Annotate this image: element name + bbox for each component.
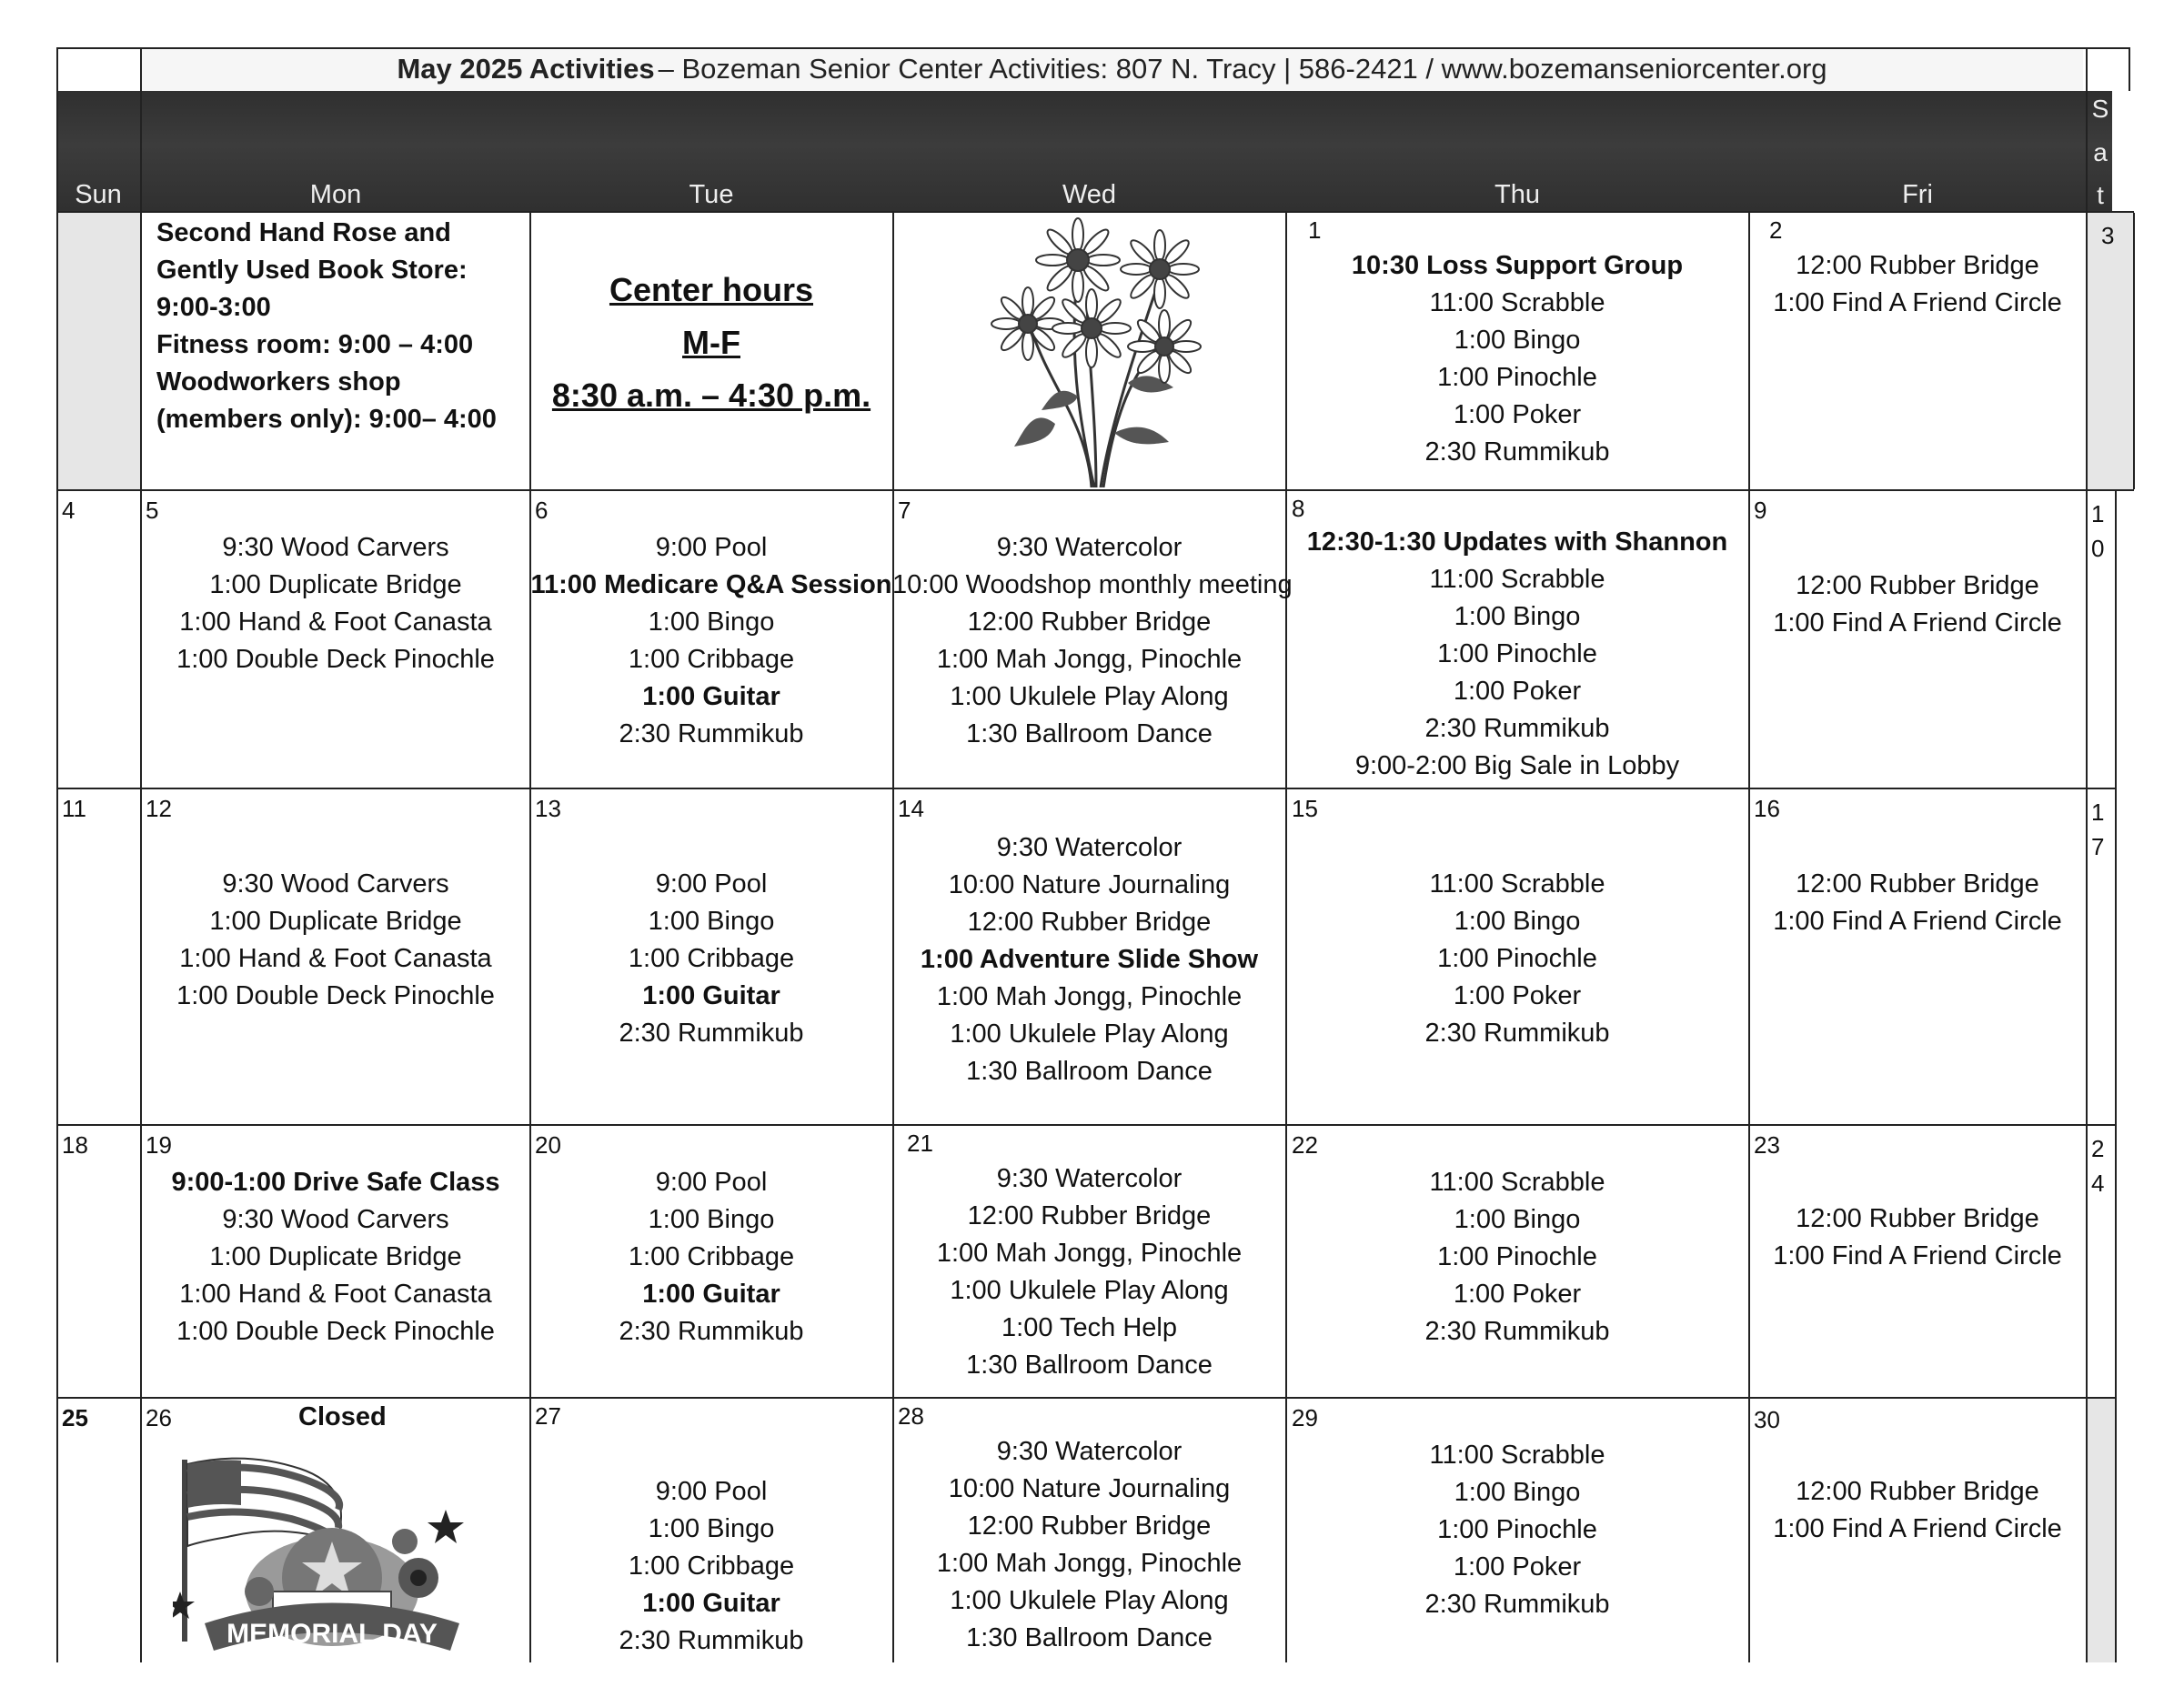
event: 1:30 Ballroom Dance [966,1057,1213,1086]
day-sun: Sun [75,180,122,209]
event: 1:00 Ukulele Play Along [950,682,1229,711]
center-info [156,215,497,438]
date-number: 15 [1292,795,1318,822]
event: 1:00 Adventure Slide Show [920,945,1259,974]
date-number: 26 [146,1404,172,1431]
event: 10:00 Woodshop monthly meeting [892,570,1293,599]
event: 9:30 Watercolor [996,1437,1183,1466]
events-may-8 [1286,524,1748,785]
empty-sun-cell [57,213,140,489]
date-number: 1 0 [2091,500,2105,562]
events-may-27 [530,1473,892,1660]
events-may-6 [530,529,892,753]
event: 9:00-2:00 Big Sale in Lobby [1354,751,1680,780]
day-sat-t: t [2097,181,2104,209]
events-may-20 [530,1164,892,1351]
sat-3-cell [2087,213,2134,489]
event: 1:00 Duplicate Bridge [209,907,462,936]
day-mon: Mon [309,180,362,209]
event: 1:00 Cribbage [628,1242,795,1271]
event: 1:00 Bingo [648,608,775,637]
event: 1:00 Bingo [1454,326,1581,355]
event: 2:30 Rummikub [619,1019,804,1048]
date-number: 18 [62,1131,88,1159]
date-number: 19 [146,1131,172,1159]
event: 2:30 Rummikub [1424,1019,1610,1048]
event: 1:00 Bingo [648,1514,775,1543]
event: 1:00 Find A Friend Circle [1773,1241,2062,1270]
event: 12:00 Rubber Bridge [967,1511,1212,1541]
event: 1:00 Pinochle [1437,1242,1597,1271]
date-number: 29 [1292,1404,1318,1431]
event: 12:00 Rubber Bridge [1796,869,2039,899]
event: 10:30 Loss Support Group [1351,251,1684,280]
event: 1:00 Find A Friend Circle [1773,907,2062,936]
event: 1:00 Poker [1453,981,1582,1010]
date-number: 27 [535,1402,561,1430]
event: 1:00 Poker [1453,1280,1582,1309]
event: 11:00 Scrabble [1429,869,1605,899]
event: 9:00 Pool [655,1477,768,1506]
date-number: 30 [1754,1406,1780,1433]
event: 1:00 Ukulele Play Along [950,1276,1229,1305]
event: 1:00 Mah Jongg, Pinochle [936,982,1243,1011]
events-may-14 [892,829,1286,1090]
date-number: 3 [2101,222,2115,249]
event: 1:00 Double Deck Pinochle [176,645,495,674]
event: 9:30 Wood Carvers [222,869,449,899]
events-may-2 [1748,247,2087,322]
date-number: 20 [535,1131,561,1159]
day-tue: Tue [689,180,734,209]
event: 12:00 Rubber Bridge [1796,1477,2039,1506]
hours-line: 8:30 a.m. – 4:30 p.m. [551,377,871,414]
event: 9:00 Pool [655,1168,768,1197]
event: 2:30 Rummikub [619,1626,804,1655]
event: 1:00 Double Deck Pinochle [176,1317,495,1346]
events-may-1 [1286,247,1748,471]
event: 12:00 Rubber Bridge [1796,1204,2039,1233]
date-number: 14 [898,795,924,822]
events-may-5 [141,529,530,678]
date-number: 7 [898,497,911,524]
event: 1:00 Cribbage [628,645,795,674]
day-fri: Fri [1902,180,1933,209]
info-line: (members only): 9:00– 4:00 [156,405,497,434]
event: 1:00 Cribbage [628,944,795,973]
memorial-day-text: MEMORIAL DAY [226,1619,438,1649]
events-may-29 [1286,1437,1748,1623]
events-may-30 [1748,1473,2087,1548]
event: 1:00 Find A Friend Circle [1773,1514,2062,1543]
event: 1:00 Bingo [648,907,775,936]
event: 1:00 Bingo [1454,602,1581,631]
event: 1:00 Find A Friend Circle [1773,608,2062,638]
event: 12:00 Rubber Bridge [1796,571,2039,600]
info-line: 9:00-3:00 [156,293,271,322]
event: 1:00 Tech Help [1001,1313,1177,1342]
event: 11:00 Scrabble [1429,288,1605,317]
event: 1:00 Pinochle [1437,363,1597,392]
event: 1:00 Hand & Foot Canasta [179,608,492,637]
date-number: 21 [907,1130,933,1157]
event: 1:00 Hand & Foot Canasta [179,1280,492,1309]
event: 9:00 Pool [655,869,768,899]
event: 1:00 Bingo [1454,1205,1581,1234]
date-number: 12 [146,795,172,822]
events-may-23 [1748,1200,2087,1275]
event: 1:00 Double Deck Pinochle [176,981,495,1010]
event: 9:00 Pool [655,533,768,562]
date-number: 4 [62,497,75,524]
events-may-9 [1748,567,2087,642]
event: 2:30 Rummikub [619,719,804,748]
event: 11:00 Scrabble [1429,565,1605,594]
event: 12:00 Rubber Bridge [967,608,1212,637]
day-sat-s: S [2091,95,2109,123]
center-hours [530,264,892,422]
events-may-22 [1286,1164,1748,1351]
event: 1:00 Guitar [642,1589,780,1618]
event: 9:30 Watercolor [996,1164,1183,1193]
events-may-28 [892,1433,1286,1657]
event: 9:00-1:00 Drive Safe Class [171,1168,500,1197]
event: 2:30 Rummikub [1424,714,1610,743]
event: 1:30 Ballroom Dance [966,1623,1213,1652]
event: 1:00 Hand & Foot Canasta [179,944,492,973]
event: 9:30 Wood Carvers [222,533,449,562]
event: 1:00 Ukulele Play Along [950,1586,1229,1615]
date-number: 11 [62,795,86,822]
date-number: 5 [146,497,159,524]
info-line: Gently Used Book Store: [156,256,468,285]
info-line: Second Hand Rose and [156,218,451,247]
event: 1:00 Duplicate Bridge [209,1242,462,1271]
event: 1:00 Pinochle [1437,639,1597,668]
event: 2:30 Rummikub [1424,1317,1610,1346]
flower-bouquet-icon [978,215,1223,487]
info-line: Woodworkers shop [156,367,401,397]
date-number: 22 [1292,1131,1318,1159]
event: 1:00 Bingo [648,1205,775,1234]
event: 1:00 Ukulele Play Along [950,1019,1229,1049]
date-number: 16 [1754,795,1780,822]
events-may-15 [1286,866,1748,1052]
event: 1:00 Poker [1453,677,1582,706]
event: 1:00 Mah Jongg, Pinochle [936,1549,1243,1578]
title-month: May 2025 Activities [397,53,655,85]
info-line: Fitness room: 9:00 – 4:00 [156,330,474,359]
date-number: 2 4 [2091,1135,2105,1197]
events-may-16 [1748,866,2087,940]
date-number: 8 [1292,495,1305,522]
date-number: 2 [1769,216,1783,244]
hours-line: Center hours [609,271,814,308]
event: 1:30 Ballroom Dance [966,1351,1213,1380]
event: 11:00 Scrabble [1429,1441,1605,1470]
date-number: 13 [535,795,561,822]
event: 1:00 Mah Jongg, Pinochle [936,1239,1243,1268]
event: 10:00 Nature Journaling [948,870,1231,899]
event: 11:00 Medicare Q&A Session [530,570,892,599]
date-number: 23 [1754,1131,1780,1159]
event: 12:00 Rubber Bridge [1796,251,2039,280]
event: 1:00 Guitar [642,1280,780,1309]
calendar-title [141,47,2083,91]
date-number: 1 [1308,216,1322,244]
event: 1:00 Bingo [1454,1478,1581,1507]
event: 2:30 Rummikub [1424,1590,1610,1619]
events-may-19 [141,1164,530,1351]
event: 1:30 Ballroom Dance [966,719,1213,748]
event: 1:00 Duplicate Bridge [209,570,462,599]
event: 12:00 Rubber Bridge [967,1201,1212,1230]
event: 2:30 Rummikub [1424,437,1610,467]
event: 9:30 Wood Carvers [222,1205,449,1234]
event: 9:30 Watercolor [996,533,1183,562]
date-number: 9 [1754,497,1767,524]
title-details: – Bozeman Senior Center Activities: 807 N. Tracy | 586-2421 / www.bozemanseniorcenter.org [658,53,1827,85]
event: 11:00 Scrabble [1429,1168,1605,1197]
event: 1:00 Cribbage [628,1551,795,1581]
event: 12:30-1:30 Updates with Shannon [1306,527,1728,557]
event: 1:00 Guitar [642,682,780,711]
event: 1:00 Pinochle [1437,1515,1597,1544]
hours-line: M-F [682,324,740,361]
events-may-21 [892,1160,1286,1384]
event: 1:00 Poker [1453,400,1582,429]
events-may-12 [141,866,530,1015]
event: 1:00 Find A Friend Circle [1773,288,2062,317]
event: 10:00 Nature Journaling [948,1474,1231,1503]
event: 1:00 Pinochle [1437,944,1597,973]
memorial-day-flag-icon [173,1455,491,1662]
event: 1:00 Guitar [642,981,780,1010]
event: 9:30 Watercolor [996,833,1183,862]
day-thu: Thu [1495,180,1540,209]
day-sat-a: a [2093,138,2108,166]
event: 1:00 Mah Jongg, Pinochle [936,645,1243,674]
events-may-13 [530,866,892,1052]
event: 1:00 Bingo [1454,907,1581,936]
date-number: 1 7 [2091,798,2105,860]
closed-label: Closed [298,1402,387,1431]
event: 12:00 Rubber Bridge [967,908,1212,937]
sat-31-cell [2087,1399,2116,1662]
date-number: 6 [535,497,549,524]
event: 1:00 Poker [1453,1552,1582,1582]
event: 2:30 Rummikub [619,1317,804,1346]
date-number: 28 [898,1402,924,1430]
day-wed: Wed [1062,180,1117,209]
events-may-7 [892,529,1293,753]
date-number: 25 [62,1404,88,1431]
